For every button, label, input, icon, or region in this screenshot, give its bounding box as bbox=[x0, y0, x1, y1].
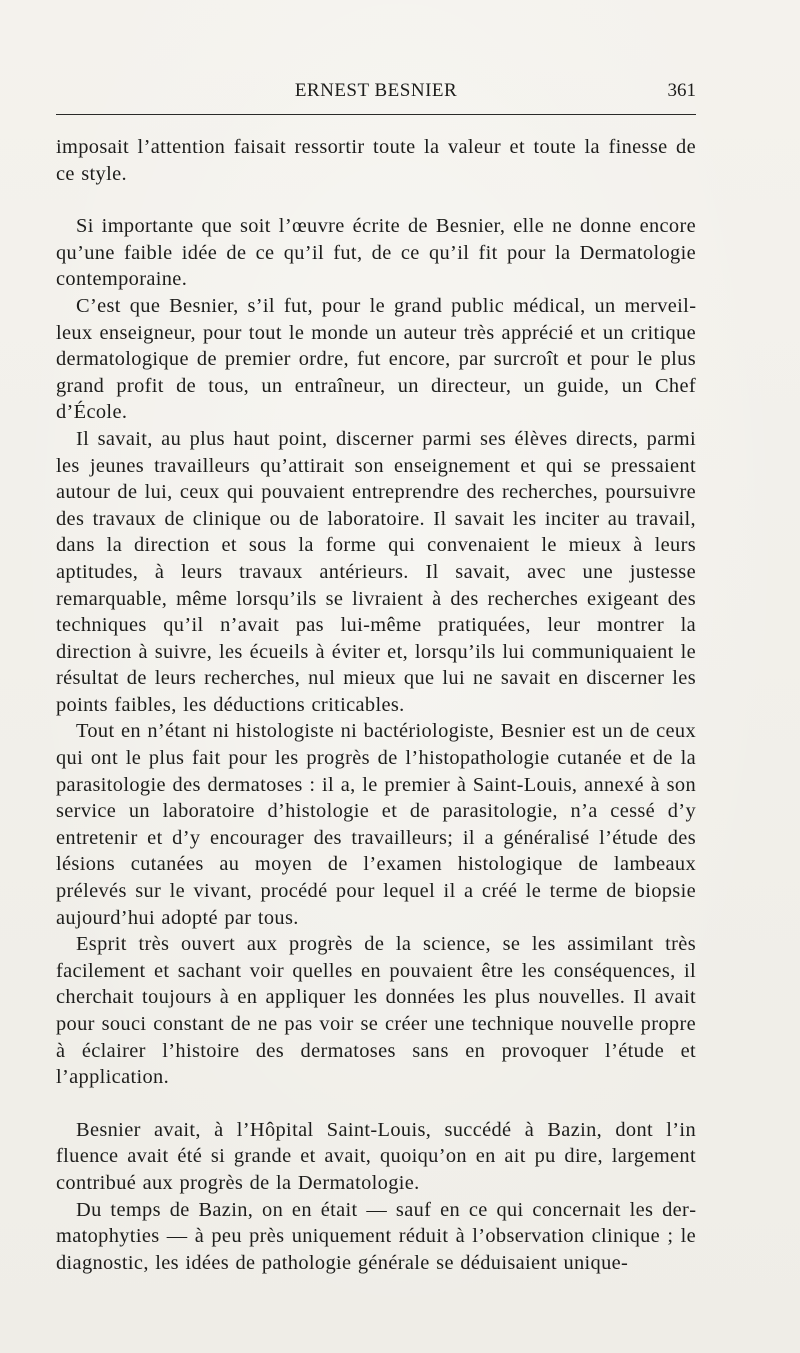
paragraph: Tout en n’étant ni histologiste ni bactériologiste, Besnier est un de ceux qui ont le plus fait pour les progrès de l’histopathologie cutanée et de la parasitologie des dermatoses : il a, le premier à Saint-Louis, annexé à son service un laboratoire d’histologie et de parasitologie, n’a cessé d’y entretenir et d’y encourager des travailleurs; il a généralisé l’étude des lésions cutanées au moyen de l’examen histologique de lambeaux prélevés sur le vivant, procédé pour lequel il a créé le terme de biopsie aujourd’hui adopté par tous. bbox=[56, 720, 696, 929]
body-text bbox=[56, 134, 696, 1276]
paragraph: Si importante que soit l’œuvre écrite de Besnier, elle ne donne encore qu’une faible idée de ce qu’il fut, de ce qu’il fit pour la Dermatologie contemporaine. bbox=[56, 215, 696, 291]
running-title: ERNEST BESNIER bbox=[294, 80, 458, 101]
page-number: 361 bbox=[667, 80, 696, 101]
paragraph: C’est que Besnier, s’il fut, pour le grand public médical, un merveilleux enseigneur, pour tout le monde un auteur très apprécié et un critique dermatologique de premier ordre, fut encore, par surcroît et pour le plus grand profit de tous, un entraîneur, un directeur, un guide, un Chef d’École. bbox=[56, 294, 696, 424]
paragraph: Esprit très ouvert aux progrès de la science, se les assimilant très facilement et sachant voir quelles en pouvaient être les conséquences, il cherchait toujours à en appliquer les données les plus nouvelles. Il avait pour souci constant de ne pas voir se créer une technique nouvelle propre à éclairer l’histoire des dermatoses sans en provoquer l’étude et l’application. bbox=[56, 933, 696, 1089]
page-header bbox=[56, 76, 696, 106]
paragraph: Besnier avait, à l’Hôpital Saint-Louis, succédé à Bazin, dont l’in fluence avait été si grande et avait, quoiqu’on en ait pu dire, largement contribué aux progrès de la Dermatologie. bbox=[56, 1118, 696, 1194]
paragraph: Du temps de Bazin, on en était — sauf en ce qui concernait les dermatophyties — à peu près uniquement réduit à l’observation clinique ; le diagnostic, les idées de pathologie générale se déduisaient unique- bbox=[56, 1198, 696, 1274]
paragraph: imposait l’attention faisait ressortir toute la valeur et toute la finesse de ce style. bbox=[56, 136, 696, 185]
paragraph: Il savait, au plus haut point, discerner parmi ses élèves directs, parmi les jeunes travailleurs qu’attirait son enseignement et qui se pressaient autour de lui, ceux qui pouvaient entreprendre des recherches, poursuivre des travaux de clinique ou de laboratoire. Il savait les inciter au travail, dans la direction et sous la forme qui convenaient le mieux à leurs aptitudes, à leurs travaux antérieurs. Il savait, avec une justesse remarquable, même lorsqu’ils se livraient à des recherches exigeant des techniques qu’il n’avait pas lui-même pratiquées, leur montrer la direction à suivre, les écueils à éviter et, lorsqu’ils lui communiquaient le résultat de leurs recherches, nul mieux que lui ne savait en discerner les points faibles, les déductions criticables. bbox=[56, 427, 696, 716]
header-rule bbox=[56, 114, 696, 115]
